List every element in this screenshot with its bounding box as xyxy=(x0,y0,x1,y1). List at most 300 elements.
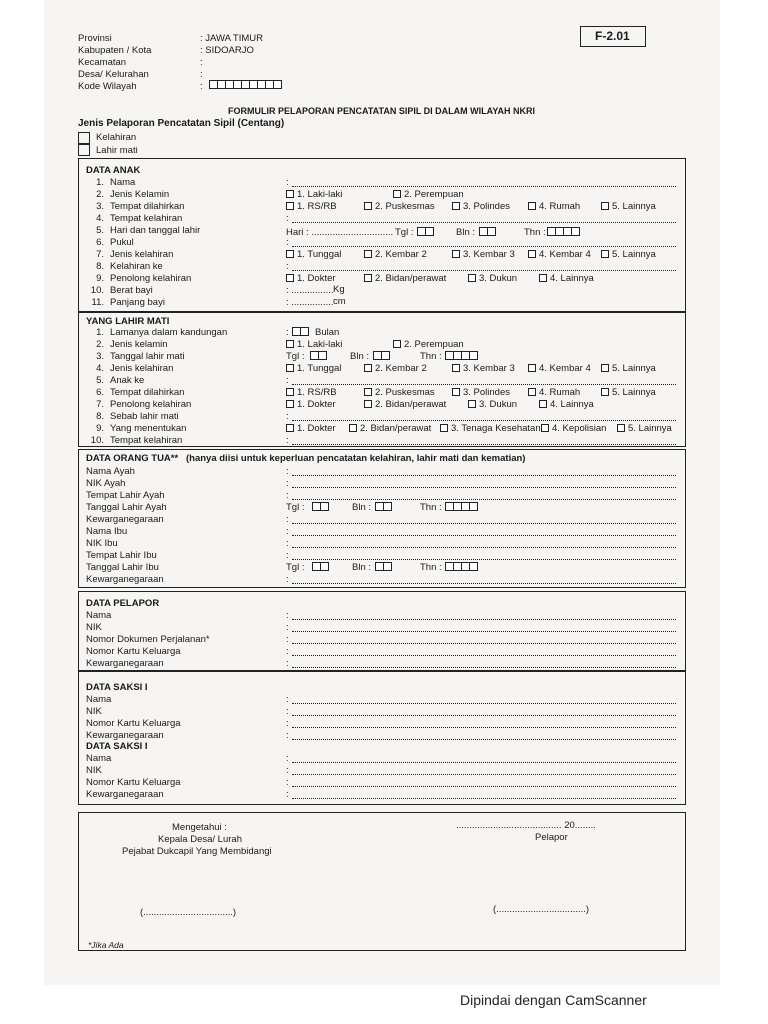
measure-field: : ................ xyxy=(286,285,334,296)
item-label: Yang menentukan xyxy=(110,423,187,434)
checkbox[interactable] xyxy=(617,424,625,432)
field-label: Nomor Kartu Keluarga xyxy=(86,777,181,788)
option-label: 2. Bidan/perawat xyxy=(360,423,432,434)
anak-option[interactable] xyxy=(364,249,427,260)
lahir-mati-option[interactable] xyxy=(286,363,341,374)
lahir-mati-option[interactable] xyxy=(601,387,656,398)
unit-label: Bulan xyxy=(315,327,340,338)
unit-label: cm xyxy=(333,296,346,307)
item-number: 10. xyxy=(90,435,104,446)
field-label: Kewarganegaraan xyxy=(86,789,164,800)
footnote: *Jika Ada xyxy=(88,940,124,950)
unit-label: Kg xyxy=(333,284,345,295)
fill-line[interactable] xyxy=(292,466,676,476)
signature-left[interactable]: (..................................) xyxy=(140,907,237,918)
checkbox-kelahiran[interactable] xyxy=(78,132,90,144)
anak-option[interactable] xyxy=(393,189,464,200)
digit-box[interactable] xyxy=(487,227,496,236)
option-kelahiran: Kelahiran xyxy=(96,132,137,143)
anak-option[interactable] xyxy=(286,189,342,200)
item-label: Panjang bayi xyxy=(110,297,165,308)
item-label: Pukul xyxy=(110,237,134,248)
checkbox[interactable] xyxy=(541,424,549,432)
fill-line[interactable] xyxy=(292,177,676,187)
colon: : xyxy=(286,411,289,422)
pelapor-title: DATA PELAPOR xyxy=(86,598,160,609)
option-label: 4. Kepolisian xyxy=(552,423,607,434)
anak-option[interactable] xyxy=(528,249,591,260)
checkbox[interactable] xyxy=(286,388,294,396)
colon: : xyxy=(286,730,289,741)
fill-line[interactable] xyxy=(292,706,676,716)
item-label: Tempat dilahirkan xyxy=(110,201,185,212)
item-label: Tanggal lahir mati xyxy=(110,351,185,362)
bln-label: Bln : xyxy=(350,351,370,362)
option-label: 2. Bidan/perawat xyxy=(375,399,447,410)
item-number: 4. xyxy=(96,363,104,374)
form-code: F-2.01 xyxy=(595,29,630,43)
digit-box[interactable] xyxy=(383,562,392,571)
option-label: 3. Dukun xyxy=(479,273,518,284)
lahir-mati-option[interactable] xyxy=(286,387,337,398)
lahir-mati-option[interactable] xyxy=(286,399,336,410)
lahir-mati-option[interactable] xyxy=(528,363,591,374)
checkbox[interactable] xyxy=(286,400,294,408)
field-label: Nama xyxy=(86,753,112,764)
checkbox[interactable] xyxy=(539,274,547,282)
checkbox[interactable] xyxy=(393,190,401,198)
anak-option[interactable] xyxy=(601,201,656,212)
tgl-boxes[interactable] xyxy=(313,562,329,573)
option-label: 1. Tunggal xyxy=(297,249,342,260)
option-label: 1. RS/RB xyxy=(297,201,337,212)
section-signature xyxy=(78,812,686,951)
lahir-mati-option[interactable] xyxy=(393,339,464,350)
checkbox[interactable] xyxy=(528,364,536,372)
item-label: Nama xyxy=(110,177,136,188)
lahir-mati-option[interactable] xyxy=(541,423,606,434)
fill-line[interactable] xyxy=(292,610,676,620)
fill-line[interactable] xyxy=(292,213,676,223)
header-field-value: : JAWA TIMUR xyxy=(200,33,263,44)
pejabat-label: Pejabat Dukcapil Yang Membidangi xyxy=(122,846,272,857)
checkbox[interactable] xyxy=(528,202,536,210)
anak-option[interactable] xyxy=(286,249,341,260)
mengetahui-label: Mengetahui : xyxy=(172,822,227,833)
item-number: 4. xyxy=(96,213,104,224)
lahir-mati-title: YANG LAHIR MATI xyxy=(86,316,170,327)
digit-box[interactable] xyxy=(571,227,580,236)
anak-option[interactable] xyxy=(601,249,656,260)
colon: : xyxy=(286,177,289,188)
checkbox[interactable] xyxy=(601,202,609,210)
checkbox[interactable] xyxy=(364,250,372,258)
thn-label: Thn : xyxy=(420,351,442,362)
digit-box[interactable] xyxy=(273,80,282,89)
checkbox[interactable] xyxy=(452,250,460,258)
item-number: 2. xyxy=(96,189,104,200)
tgl-label: Tgl : xyxy=(286,502,305,513)
header-field-label: Kode Wilayah xyxy=(78,81,137,92)
option-label: 2. Puskesmas xyxy=(375,387,435,398)
digit-box[interactable] xyxy=(469,502,478,511)
fill-line[interactable] xyxy=(292,574,676,584)
checkbox[interactable] xyxy=(393,340,401,348)
lahir-mati-option[interactable] xyxy=(440,423,541,434)
item-number: 2. xyxy=(96,339,104,350)
lahir-mati-option[interactable] xyxy=(286,339,342,350)
tgl-label: Tgl : xyxy=(286,562,305,573)
anak-option[interactable] xyxy=(528,201,580,212)
pelapor-label: Pelapor xyxy=(535,832,568,843)
checkbox[interactable] xyxy=(468,400,476,408)
item-number: 6. xyxy=(96,387,104,398)
fill-line[interactable] xyxy=(292,730,676,740)
item-label: Berat bayi xyxy=(110,285,153,296)
checkbox[interactable] xyxy=(364,274,372,282)
item-number: 8. xyxy=(96,411,104,422)
colon: : xyxy=(286,261,289,272)
option-label: 5. Lainnya xyxy=(612,201,656,212)
item-label: Tempat kelahiran xyxy=(110,435,183,446)
field-label: Nomor Dokumen Perjalanan* xyxy=(86,634,210,645)
option-label: 3. Polindes xyxy=(463,387,511,398)
item-label: Lamanya dalam kandungan xyxy=(110,327,228,338)
colon: : xyxy=(286,550,289,561)
thn-boxes[interactable] xyxy=(446,502,478,513)
field-label: Nama Ibu xyxy=(86,526,128,537)
fill-line[interactable] xyxy=(292,538,676,548)
field-label: NIK Ibu xyxy=(86,538,118,549)
colon: : xyxy=(286,706,289,717)
item-label: Jenis kelamin xyxy=(110,339,168,350)
item-number: 8. xyxy=(96,261,104,272)
option-label: 5. Lainnya xyxy=(628,423,672,434)
signature-right[interactable]: (..................................) xyxy=(493,904,590,915)
checkbox[interactable] xyxy=(468,274,476,282)
option-label: 5. Lainnya xyxy=(612,249,656,260)
fill-line[interactable] xyxy=(292,411,676,421)
fill-line[interactable] xyxy=(292,646,676,656)
checkbox[interactable] xyxy=(601,250,609,258)
fill-line[interactable] xyxy=(292,634,676,644)
colon: : xyxy=(286,634,289,645)
item-number: 9. xyxy=(96,423,104,434)
lahir-mati-option[interactable] xyxy=(286,423,336,434)
colon: : xyxy=(286,490,289,501)
fill-line[interactable] xyxy=(292,789,676,799)
item-label: Penolong kelahiran xyxy=(110,399,192,410)
fill-line[interactable] xyxy=(292,753,676,763)
checkbox[interactable] xyxy=(286,202,294,210)
digit-box[interactable] xyxy=(469,351,478,360)
item-number: 1. xyxy=(96,327,104,338)
colon: : xyxy=(286,789,289,800)
fill-line[interactable] xyxy=(292,526,676,536)
thn-boxes[interactable] xyxy=(446,351,478,362)
jenis-title: Jenis Pelaporan Pencatatan Sipil (Centang) xyxy=(78,118,285,129)
field-label: Nomor Kartu Keluarga xyxy=(86,718,181,729)
colon: : xyxy=(286,538,289,549)
field-label: Nama xyxy=(86,610,112,621)
digit-box[interactable] xyxy=(318,351,327,360)
measure-field: : ................ xyxy=(286,297,334,308)
field-label: Kewarganegaraan xyxy=(86,574,164,585)
lahir-mati-option[interactable] xyxy=(617,423,672,434)
form-title: FORMULIR PELAPORAN PENCATATAN SIPIL DI DALAM WILAYAH NKRI xyxy=(228,106,536,116)
item-number: 7. xyxy=(96,249,104,260)
thn-label: Thn : xyxy=(524,227,546,238)
lahir-mati-option[interactable] xyxy=(452,363,515,374)
fill-line[interactable] xyxy=(292,435,676,445)
option-label: 4. Rumah xyxy=(539,201,581,212)
data-anak-title: DATA ANAK xyxy=(86,165,141,176)
fill-line[interactable] xyxy=(292,478,676,488)
item-number: 5. xyxy=(96,225,104,236)
thn-label: Thn : xyxy=(420,562,442,573)
colon: : xyxy=(286,237,289,248)
checkbox[interactable] xyxy=(440,424,448,432)
item-label: Tempat dilahirkan xyxy=(110,387,185,398)
thn-boxes[interactable] xyxy=(446,562,478,573)
field-label: Nama xyxy=(86,694,112,705)
checkbox[interactable] xyxy=(539,400,547,408)
item-number: 5. xyxy=(96,375,104,386)
digit-box[interactable] xyxy=(381,351,390,360)
checkbox[interactable] xyxy=(528,250,536,258)
option-label: 2. Bidan/perawat xyxy=(375,273,447,284)
option-label: 5. Lainnya xyxy=(612,363,656,374)
colon: : xyxy=(286,466,289,477)
bln-label: Bln : xyxy=(352,502,372,513)
anak-option[interactable] xyxy=(286,201,337,212)
option-label: 2. Perempuan xyxy=(404,339,464,350)
item-label: Kelahiran ke xyxy=(110,261,163,272)
option-label: 1. RS/RB xyxy=(297,387,337,398)
kode-wilayah-boxes[interactable] xyxy=(210,80,282,91)
anak-option[interactable] xyxy=(364,201,435,212)
digit-box[interactable] xyxy=(469,562,478,571)
anak-option[interactable] xyxy=(452,201,510,212)
anak-option[interactable] xyxy=(452,249,515,260)
item-label: Jenis kelahiran xyxy=(110,249,174,260)
checkbox[interactable] xyxy=(452,202,460,210)
checkbox[interactable] xyxy=(601,388,609,396)
tgl-label: Tgl : xyxy=(395,227,414,238)
anak-option[interactable] xyxy=(539,273,594,284)
field-label: Tempat Lahir Ayah xyxy=(86,490,165,501)
fill-line[interactable] xyxy=(292,237,676,247)
option-label: 2. Puskesmas xyxy=(375,201,435,212)
option-label: 2. Perempuan xyxy=(404,189,464,200)
colon: : xyxy=(286,375,289,386)
item-number: 3. xyxy=(96,351,104,362)
saksi-2-title: DATA SAKSI I xyxy=(86,741,148,752)
header-field-label: Kabupaten / Kota xyxy=(78,45,152,56)
fill-line[interactable] xyxy=(292,490,676,500)
checkbox[interactable] xyxy=(601,364,609,372)
thn-label: Thn : xyxy=(420,502,442,513)
colon: : xyxy=(286,694,289,705)
fill-line[interactable] xyxy=(292,777,676,787)
header-field-label: Provinsi xyxy=(78,33,112,44)
field-label: Kewarganegaraan xyxy=(86,730,164,741)
option-label: 3. Polindes xyxy=(463,201,511,212)
fill-line[interactable] xyxy=(292,622,676,632)
tgl-label: Tgl : xyxy=(286,351,305,362)
fill-line[interactable] xyxy=(292,375,676,385)
option-label: 3. Dukun xyxy=(479,399,518,410)
checkbox[interactable] xyxy=(364,364,372,372)
digit-box[interactable] xyxy=(383,502,392,511)
tgl-boxes[interactable] xyxy=(313,502,329,513)
option-label: 3. Tenaga Kesehatan xyxy=(451,423,541,434)
header-field-label: Desa/ Kelurahan xyxy=(78,69,149,80)
colon: : xyxy=(286,327,289,338)
checkbox[interactable] xyxy=(364,400,372,408)
checkbox[interactable] xyxy=(286,250,294,258)
item-number: 9. xyxy=(96,273,104,284)
option-label: 1. Laki-laki xyxy=(297,339,343,350)
hari-field: Hari : ............................... xyxy=(286,227,394,238)
item-label: Sebab lahir mati xyxy=(110,411,179,422)
bln-boxes[interactable] xyxy=(376,502,392,513)
option-label: 3. Kembar 3 xyxy=(463,363,515,374)
lahir-mati-option[interactable] xyxy=(539,399,594,410)
colon: : xyxy=(286,753,289,764)
saksi-1-title: DATA SAKSI I xyxy=(86,682,148,693)
header-field-value: : xyxy=(200,69,203,80)
fill-line[interactable] xyxy=(292,694,676,704)
option-label: 4. Kembar 4 xyxy=(539,363,591,374)
bln-label: Bln : xyxy=(352,562,372,573)
item-label: Penolong kelahiran xyxy=(110,273,192,284)
lahir-mati-option[interactable] xyxy=(364,363,427,374)
item-number: 3. xyxy=(96,201,104,212)
fill-line[interactable] xyxy=(292,261,676,271)
field-label: Kewarganegaraan xyxy=(86,658,164,669)
option-label: 1. Laki-laki xyxy=(297,189,343,200)
checkbox[interactable] xyxy=(286,274,294,282)
colon: : xyxy=(286,718,289,729)
colon: : xyxy=(286,777,289,788)
option-label: 2. Kembar 2 xyxy=(375,363,427,374)
checkbox[interactable] xyxy=(528,388,536,396)
option-label: 1. Dokter xyxy=(297,423,336,434)
fill-line[interactable] xyxy=(292,550,676,560)
item-label: Jenis kelahiran xyxy=(110,363,174,374)
lahir-mati-option[interactable] xyxy=(452,387,510,398)
digit-box[interactable] xyxy=(320,502,329,511)
checkbox-lahir-mati[interactable] xyxy=(78,144,90,156)
colon: : xyxy=(286,622,289,633)
option-label: 2. Kembar 2 xyxy=(375,249,427,260)
lahir-mati-option[interactable] xyxy=(349,423,431,434)
header-field-value: : xyxy=(200,81,203,92)
option-label: 5. Lainnya xyxy=(612,387,656,398)
option-lahir-mati: Lahir mati xyxy=(96,145,138,156)
checkbox[interactable] xyxy=(286,364,294,372)
orang-tua-note: (hanya diisi untuk keperluan pencatatan kelahiran, lahir mati dan kematian) xyxy=(186,453,526,464)
field-label: NIK xyxy=(86,765,102,776)
field-label: NIK xyxy=(86,622,102,633)
option-label: 4. Lainnya xyxy=(550,273,594,284)
item-number: 6. xyxy=(96,237,104,248)
digit-box[interactable] xyxy=(425,227,434,236)
fill-line[interactable] xyxy=(292,765,676,775)
bln-label: Bln : xyxy=(456,227,476,238)
fill-line[interactable] xyxy=(292,658,676,668)
item-label: Jenis Kelamin xyxy=(110,189,170,200)
colon: : xyxy=(286,646,289,657)
colon: : xyxy=(286,658,289,669)
field-label: Tanggal Lahir Ayah xyxy=(86,502,167,513)
header-field-value: : xyxy=(200,57,203,68)
anak-option[interactable] xyxy=(286,273,336,284)
checkbox[interactable] xyxy=(286,424,294,432)
option-label: 1. Dokter xyxy=(297,273,336,284)
lahir-mati-option[interactable] xyxy=(528,387,580,398)
colon: : xyxy=(286,765,289,776)
bulan-boxes[interactable] xyxy=(293,327,309,338)
header-field-value: : SIDOARJO xyxy=(200,45,254,56)
option-label: 1. Tunggal xyxy=(297,363,342,374)
item-label: Anak ke xyxy=(110,375,145,386)
checkbox[interactable] xyxy=(364,202,372,210)
colon: : xyxy=(286,514,289,525)
orang-tua-title: DATA ORANG TUA** xyxy=(86,453,179,464)
colon: : xyxy=(286,213,289,224)
header-field-label: Kecamatan xyxy=(78,57,127,68)
digit-box[interactable] xyxy=(320,562,329,571)
digit-box[interactable] xyxy=(300,327,309,336)
field-label: Nama Ayah xyxy=(86,466,135,477)
anak-option[interactable] xyxy=(468,273,517,284)
colon: : xyxy=(286,610,289,621)
lahir-mati-option[interactable] xyxy=(364,387,435,398)
date-line[interactable]: ........................................ 20........ xyxy=(456,820,596,831)
option-label: 4. Kembar 4 xyxy=(539,249,591,260)
lahir-mati-option[interactable] xyxy=(468,399,517,410)
lahir-mati-option[interactable] xyxy=(364,399,446,410)
field-label: Tempat Lahir Ibu xyxy=(86,550,157,561)
checkbox[interactable] xyxy=(349,424,357,432)
option-label: 3. Kembar 3 xyxy=(463,249,515,260)
kepala-desa-label: Kepala Desa/ Lurah xyxy=(158,834,242,845)
colon: : xyxy=(286,478,289,489)
anak-option[interactable] xyxy=(364,273,446,284)
option-label: 4. Lainnya xyxy=(550,399,594,410)
checkbox[interactable] xyxy=(452,388,460,396)
checkbox[interactable] xyxy=(286,190,294,198)
camscanner-watermark: Dipindai dengan CamScanner xyxy=(460,992,647,1008)
option-label: 4. Rumah xyxy=(539,387,581,398)
fill-line[interactable] xyxy=(292,514,676,524)
tgl-boxes[interactable] xyxy=(311,351,327,362)
colon: : xyxy=(286,574,289,585)
field-label: Kewarganegaraan xyxy=(86,514,164,525)
fill-line[interactable] xyxy=(292,718,676,728)
field-label: NIK Ayah xyxy=(86,478,126,489)
lahir-mati-option[interactable] xyxy=(601,363,656,374)
checkbox[interactable] xyxy=(364,388,372,396)
item-number: 1. xyxy=(96,177,104,188)
checkbox[interactable] xyxy=(452,364,460,372)
bln-boxes[interactable] xyxy=(376,562,392,573)
checkbox[interactable] xyxy=(286,340,294,348)
field-label: Tanggal Lahir Ibu xyxy=(86,562,159,573)
bln-boxes[interactable] xyxy=(374,351,390,362)
